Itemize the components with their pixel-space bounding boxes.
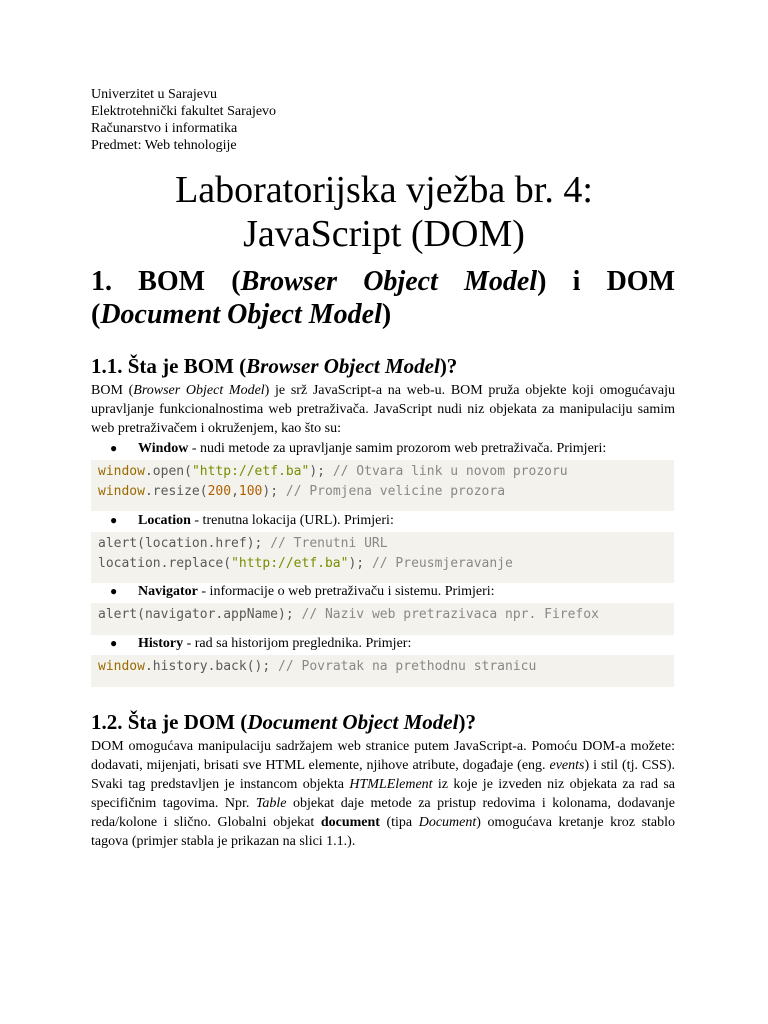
code-number: 100	[238, 484, 263, 499]
bom-para-start: BOM (	[91, 383, 134, 398]
bullet-dot: ●	[110, 584, 118, 598]
bullet-term: Location	[138, 513, 191, 528]
bullet-term: Window	[138, 441, 189, 456]
dom-term: events	[549, 758, 585, 773]
section-1-dom-term: Document Object Model	[100, 299, 382, 330]
section-1-heading-line-2	[91, 298, 675, 331]
code-token: alert(navigator.appName);	[98, 607, 302, 622]
dom-term: HTMLElement	[349, 777, 433, 792]
section-1-2-heading	[91, 710, 476, 734]
dom-keyword: document	[320, 815, 380, 830]
code-block-window	[91, 460, 674, 511]
code-token: .history.back();	[144, 659, 279, 674]
bullet-window	[110, 440, 606, 457]
bullet-term: Navigator	[138, 584, 198, 599]
dom-text: ) i stil (tj. CSS). Svaki tag predstavljen je instancom objekta	[91, 758, 675, 792]
dom-term: Document	[418, 815, 477, 830]
dom-text: iz koje je izveden niz objekata za rad sa specifičnim tagovima. Npr.	[91, 777, 675, 811]
code-comment: // Preusmjeravanje	[371, 556, 513, 571]
bullet-text: - rad sa historijom preglednika. Primjer:	[183, 636, 412, 651]
bullet-navigator	[110, 583, 495, 600]
code-token: ,	[231, 484, 239, 499]
section-1-1-suffix: )?	[439, 354, 458, 378]
code-token: );	[348, 556, 372, 571]
bullet-term: History	[138, 636, 184, 651]
section-1-mid: ) i DOM	[537, 266, 675, 297]
section-1-2-suffix: )?	[458, 710, 476, 734]
university-name: Univerzitet u Sarajevu	[91, 87, 217, 102]
department-name: Računarstvo i informatika	[91, 121, 238, 136]
dom-text: objekat daje metode za pristup redovima i kolonama, dodavanje reda/kolone i slično. Globalni objekat	[91, 796, 675, 830]
section-1-heading-line-1	[91, 265, 675, 298]
code-token: .resize(	[144, 484, 208, 499]
subject-name: Predmet: Web tehnologije	[91, 138, 237, 153]
section-1-number: 1. BOM (	[91, 266, 241, 297]
code-token: );	[262, 484, 286, 499]
dom-paragraph	[91, 737, 675, 851]
bullet-dot: ●	[110, 513, 118, 527]
code-comment: // Naziv web pretrazivaca npr. Firefox	[301, 607, 599, 622]
dom-term: Table	[255, 796, 287, 811]
bom-paragraph	[91, 381, 675, 438]
section-1-1-term: Browser Object Model	[246, 354, 440, 378]
code-block-navigator	[91, 603, 674, 635]
section-1-close: )	[381, 299, 392, 330]
title-line-1: Laboratorijska vježba br. 4:	[175, 169, 593, 211]
section-1-1-prefix: 1.1. Šta je BOM (	[91, 354, 247, 378]
code-number: 200	[207, 484, 232, 499]
code-token: window	[98, 659, 145, 674]
bom-para-term: Browser Object Model	[133, 383, 265, 398]
section-1-bom-term: Browser Object Model	[240, 266, 538, 297]
code-comment: // Trenutni URL	[270, 536, 388, 551]
code-string: "http://etf.ba"	[231, 556, 349, 571]
dom-text: (tipa	[379, 815, 419, 830]
document-header	[91, 86, 276, 154]
bullet-text: - informacije o web pretraživaču i sistemu. Primjeri:	[197, 584, 495, 599]
code-block-history	[91, 655, 674, 687]
dom-text: DOM omogućava manipulaciju sadržajem web stranice putem JavaScript-a. Pomoću DOM-a možete: dodavati, mijenjati, brisati sve HTML elemente, njihove atribute, događaje (eng.	[91, 739, 675, 773]
section-1-1-heading	[91, 354, 457, 378]
bullet-location	[110, 512, 394, 529]
document-title	[60, 168, 708, 256]
code-token: window	[98, 484, 145, 499]
code-block-location	[91, 532, 674, 583]
section-1-heading	[91, 265, 675, 331]
faculty-name: Elektrotehnički fakultet Sarajevo	[91, 104, 277, 119]
code-comment: // Povratak na prethodnu stranicu	[278, 659, 537, 674]
code-token: window	[98, 464, 145, 479]
code-token: );	[309, 464, 333, 479]
code-token: .open(	[144, 464, 192, 479]
dom-text: ) omogućava kretanje kroz stablo tagova (primjer stabla je prikazan na slici 1.1.).	[91, 815, 676, 849]
bullet-text: - trenutna lokacija (URL). Primjeri:	[190, 513, 394, 528]
bullet-dot: ●	[110, 636, 118, 650]
code-comment: // Promjena velicine prozora	[285, 484, 506, 499]
bullet-text: - nudi metode za upravljanje samim prozorom web pretraživača. Primjeri:	[188, 441, 607, 456]
section-1-2-term: Document Object Model	[247, 710, 459, 734]
section-1-open: (	[91, 299, 101, 330]
bullet-history	[110, 635, 411, 652]
code-token: alert(location.href);	[98, 536, 271, 551]
bom-para-rest: ) je srž JavaScript-a na web-u. BOM pruža objekte koji omogućavaju upravljanje funkcionalnostima web pretraživača. JavaScript nudi niz objekata za manipulaciju samim web pretraživačem i okruženjem, kao što su:	[91, 383, 675, 436]
code-string: "http://etf.ba"	[191, 464, 310, 479]
title-line-2: JavaScript (DOM)	[243, 213, 525, 255]
code-comment: // Otvara link u novom prozoru	[332, 464, 568, 479]
section-1-2-prefix: 1.2. Šta je DOM (	[91, 710, 248, 734]
bullet-dot: ●	[110, 441, 118, 455]
code-token: location.replace(	[98, 556, 232, 571]
